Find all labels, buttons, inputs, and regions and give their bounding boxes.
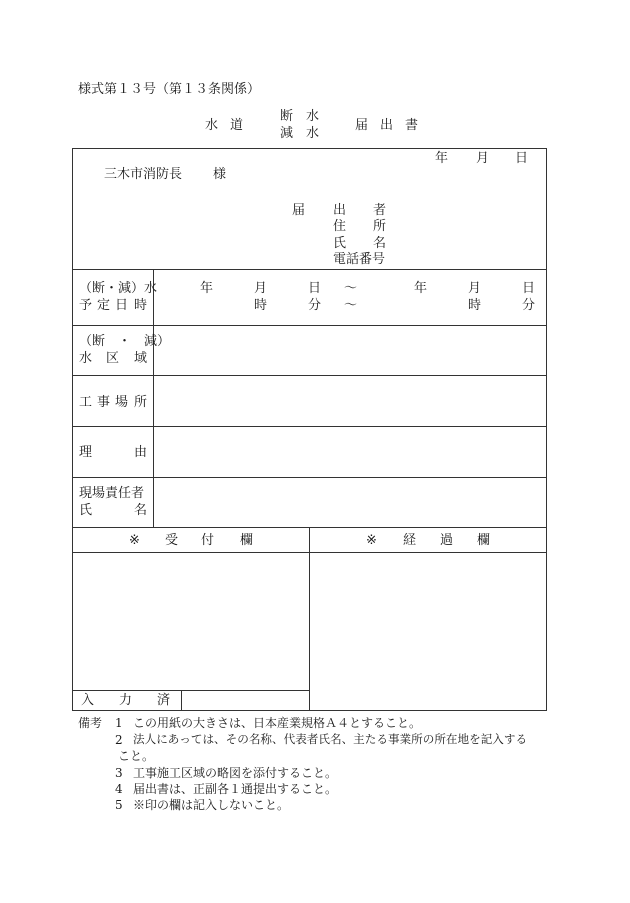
- progress-header-char: 過: [440, 533, 454, 548]
- title-char: 道: [230, 118, 244, 133]
- schedule-to-day: 日: [522, 281, 536, 296]
- schedule-from-year: 年: [200, 281, 214, 296]
- schedule-label-char: 定: [97, 298, 111, 313]
- applicant-phone: 電話番号: [333, 252, 386, 267]
- area-label-char: 水: [79, 351, 93, 366]
- reception-header-char: 付: [201, 533, 215, 548]
- progress-header-char: 経: [403, 533, 417, 548]
- date-day: 日: [515, 151, 529, 166]
- site-label-char: 所: [134, 395, 148, 410]
- applicant-name-char: 氏: [333, 236, 347, 251]
- date-month: 月: [476, 151, 490, 166]
- schedule-from-minute: 分: [308, 298, 322, 313]
- note-number: 5: [115, 798, 123, 812]
- note-number: 3: [115, 766, 123, 780]
- schedule-to-year: 年: [414, 281, 428, 296]
- applicant-address-char: 所: [373, 219, 387, 234]
- schedule-label-char: 予: [79, 298, 93, 313]
- reception-header-char: ※: [129, 533, 140, 548]
- area-label-1: （断 ・ 減）: [79, 334, 171, 349]
- schedule-label-1: （断・減）水: [79, 281, 158, 296]
- addressee-honorific: 様: [213, 167, 227, 182]
- schedule-label-char: 時: [134, 298, 148, 313]
- schedule-tilde: ～: [344, 298, 358, 313]
- note-text: この用紙の大きさは、日本産業規格Ａ４とすること。: [133, 716, 422, 730]
- reason-label-char: 理: [79, 445, 93, 460]
- note-text-continued: こと。: [118, 749, 155, 763]
- schedule-label-char: 日: [115, 298, 129, 313]
- progress-header-char: 欄: [477, 533, 491, 548]
- title-stack-bottom: 減 水: [280, 126, 320, 141]
- addressee-name: 三木市消防長: [104, 167, 183, 182]
- site-label-char: 事: [97, 395, 111, 410]
- title-char: 届: [355, 118, 369, 133]
- note-text: 法人にあっては、その名称、代表者氏名、主たる事業所の所在地を記入する: [133, 732, 528, 746]
- schedule-tilde: ～: [344, 281, 358, 296]
- site-label-char: 場: [115, 395, 129, 410]
- site-label-char: 工: [79, 395, 93, 410]
- applicant-heading-char: 者: [373, 203, 387, 218]
- title-stack-top: 断 水: [280, 109, 320, 124]
- note-number: 2: [115, 733, 123, 747]
- applicant-address-char: 住: [333, 219, 347, 234]
- schedule-from-hour: 時: [254, 298, 268, 313]
- manager-label-1: 現場責任者: [79, 486, 145, 501]
- schedule-from-day: 日: [308, 281, 322, 296]
- title-char: 水: [205, 118, 219, 133]
- progress-header-char: ※: [366, 533, 377, 548]
- manager-label-char: 名: [134, 503, 148, 518]
- applicant-name-char: 名: [373, 236, 387, 251]
- title-char: 出: [380, 118, 394, 133]
- schedule-from-month: 月: [254, 281, 268, 296]
- area-label-char: 域: [134, 351, 148, 366]
- schedule-to-hour: 時: [468, 298, 482, 313]
- note-text: 工事施工区域の略図を添付すること。: [133, 766, 338, 780]
- form-number: 様式第１３号（第１３条関係）: [78, 82, 261, 97]
- reason-label-char: 由: [134, 445, 148, 460]
- reception-header-char: 欄: [240, 533, 254, 548]
- reception-header-char: 受: [165, 533, 179, 548]
- title-char: 書: [405, 118, 419, 133]
- entered-label-char: 済: [157, 693, 171, 708]
- applicant-heading-char: 出: [333, 203, 347, 218]
- schedule-to-month: 月: [468, 281, 482, 296]
- manager-label-char: 氏: [79, 503, 93, 518]
- entered-label-char: 力: [119, 693, 133, 708]
- applicant-heading-char: 届: [292, 203, 306, 218]
- note-number: 1: [115, 716, 123, 730]
- area-label-char: 区: [106, 351, 120, 366]
- note-text: 届出書は、正副各１通提出すること。: [133, 782, 338, 796]
- notes-heading: 備考: [78, 716, 103, 730]
- entered-label-char: 入: [81, 693, 95, 708]
- schedule-to-minute: 分: [522, 298, 536, 313]
- date-year: 年: [435, 151, 449, 166]
- note-text: ※印の欄は記入しないこと。: [133, 798, 290, 812]
- note-number: 4: [115, 782, 123, 796]
